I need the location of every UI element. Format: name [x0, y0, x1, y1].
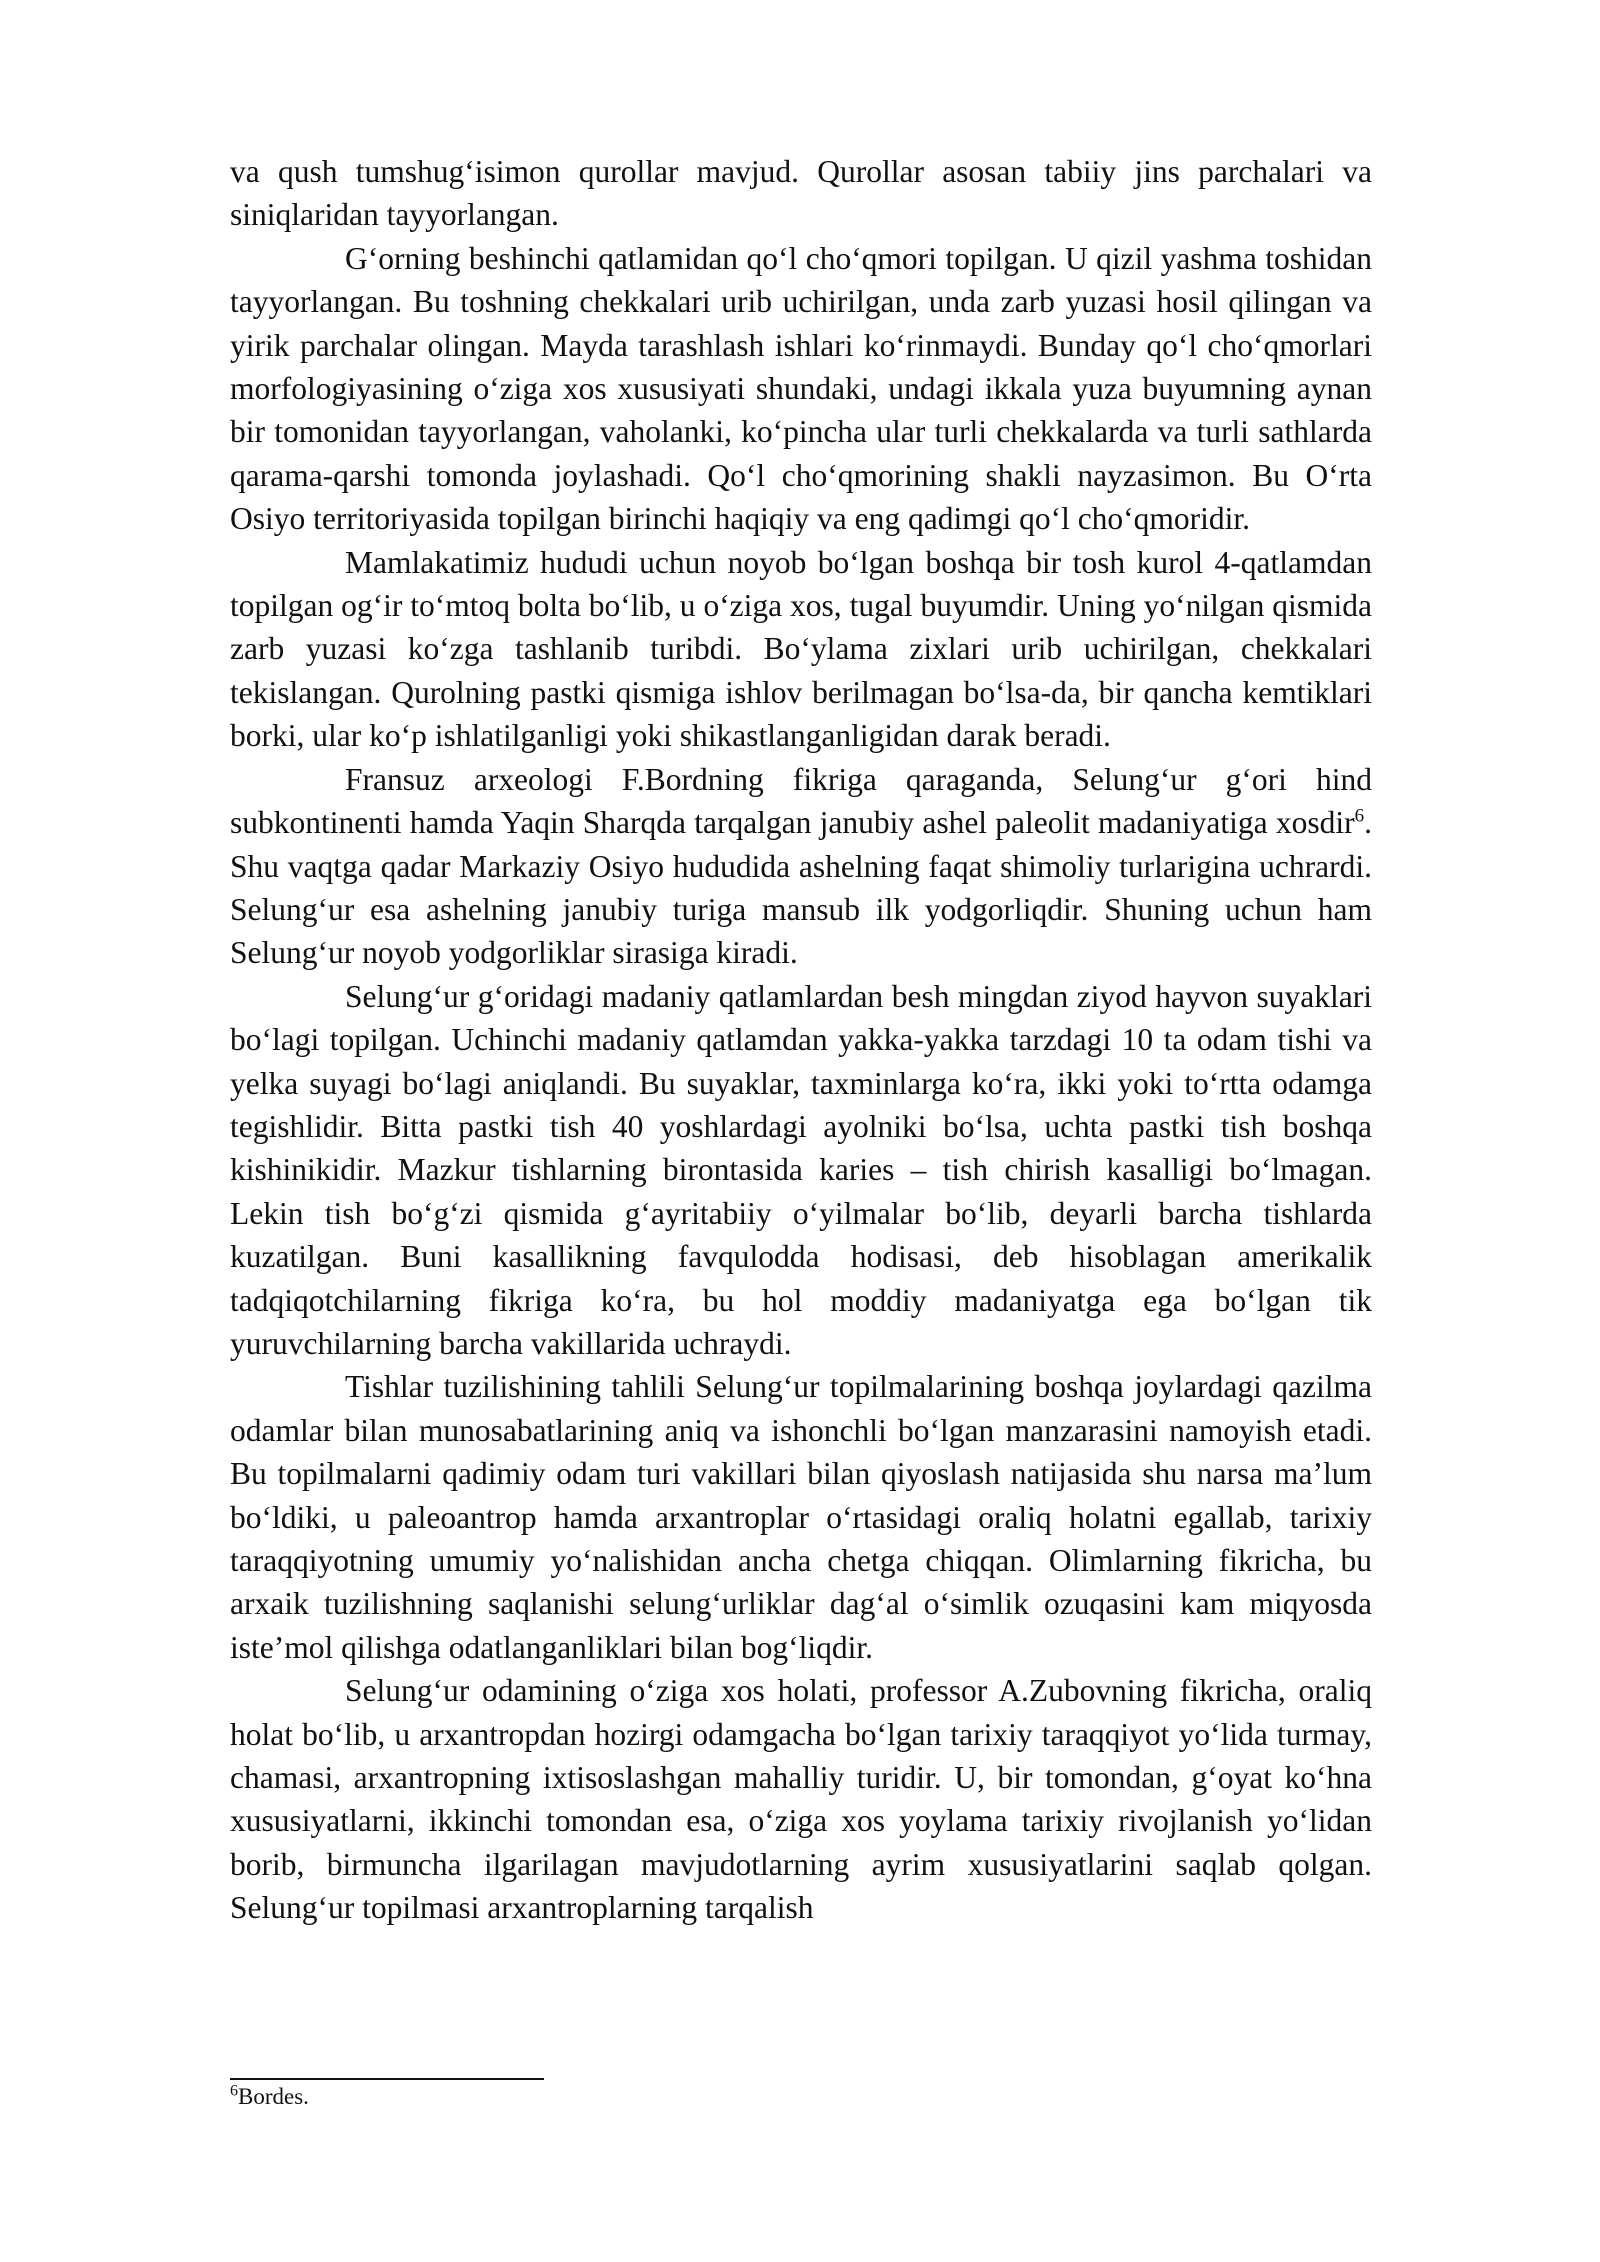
- footnote-text: Bordes.: [238, 2084, 309, 2109]
- paragraph-4-text-before: Fransuz arxeologi F.Bordning fikriga qaraganda, Selung‘ur g‘ori hind subkontinenti hamda Yaqin Sharqda tarqalgan janubiy ashel paleolit madaniyatiga xosdir: [230, 761, 1372, 841]
- paragraph-4: [230, 758, 1372, 975]
- paragraph-3: Mamlakatimiz hududi uchun noyob bo‘lgan boshqa bir tosh kurol 4-qatlamdan topilgan og‘ir to‘mtoq bolta bo‘lib, u o‘ziga xos, tugal buyumdir. Uning yo‘nilgan qismida zarb yuzasi ko‘zga tashlanib turibdi. Bo‘ylama zixlari urib uchirilgan, chekkalari tekislangan. Qurolning pastki qismiga ishlov berilmagan bo‘lsa-da, bir qancha kemtiklari borki, ular ko‘p ishlatilganligi yoki shikastlanganligidan darak beradi.: [230, 544, 1372, 754]
- paragraph-1: va qush tumshug‘isimon qurollar mavjud. Qurollar asosan tabiiy jins parchalari va siniqlaridan tayyorlangan.: [230, 154, 1372, 233]
- footnote-reference: 6: [1354, 805, 1365, 827]
- paragraph-5: Selung‘ur g‘oridagi madaniy qatlamlardan besh mingdan ziyod hayvon suyaklari bo‘lagi topilgan. Uchinchi madaniy qatlamdan yakka-yakka tarzdagi 10 ta odam tishi va yelka suyagi bo‘lagi aniqlandi. Bu suyaklar, taxminlarga ko‘ra, ikki yoki to‘rtta odamga tegishlidir. Bitta pastki tish 40 yoshlardagi ayolniki bo‘lsa, uchta pastki tish boshqa kishinikidir. Mazkur tishlarning birontasida karies – tish chirish kasalligi bo‘lmagan. Lekin tish bo‘g‘zi qismida g‘ayritabiiy o‘yilmalar bo‘lib, deyarli barcha tishlarda kuzatilgan. Buni kasallikning favqulodda hodisasi, deb hisoblagan amerikalik tadqiqotchilarning fikriga ko‘ra, bu hol moddiy madaniyatga ega bo‘lgan tik yuruvchilarning barcha vakillarida uchraydi.: [230, 978, 1372, 1361]
- footnote-number: 6: [230, 2082, 238, 2100]
- page-body: [230, 150, 1372, 1930]
- paragraph-7: Selung‘ur odamining o‘ziga xos holati, professor A.Zubovning fikricha, oraliq holat bo‘lib, u arxantropdan hozirgi odamgacha bo‘lgan tarixiy taraqqiyot yo‘lida turmay, chamasi, arxantropning ixtisoslashgan mahalliy turidir. U, bir tomondan, g‘oyat ko‘hna xususiyatlarni, ikkinchi tomondan esa, o‘ziga xos yoylama tarixiy rivojlanish yo‘lidan borib, birmuncha ilgarilagan mavjudotlarning ayrim xususiyatlarini saqlab qolgan. Selung‘ur topilmasi arxantroplarning tarqalish: [230, 1673, 1372, 1926]
- paragraph-6: Tishlar tuzilishining tahlili Selung‘ur topilmalarining boshqa joylardagi qazilma odamlar bilan munosabatlarining aniq va ishonchli bo‘lgan manzarasini namoyish etadi. Bu topilmalarni qadimiy odam turi vakillari bilan qiyoslash natijasida shu narsa ma’lum bo‘ldiki, u paleoantrop hamda arxantroplar o‘rtasidagi oraliq holatni egallab, tarixiy taraqqiyotning umumiy yo‘nalishidan ancha chetga chiqqan. Olimlarning fikricha, bu arxaik tuzilishning saqlanishi selung‘urliklar dag‘al o‘simlik ozuqasini kam miqyosda iste’mol qilishga odatlanganliklari bilan bog‘liqdir.: [230, 1369, 1372, 1665]
- paragraph-2: G‘orning beshinchi qatlamidan qo‘l cho‘qmori topilgan. U qizil yashma toshidan tayyorlangan. Bu toshning chekkalari urib uchirilgan, unda zarb yuzasi hosil qilingan va yirik parchalar olingan. Mayda tarashlash ishlari ko‘rinmaydi. Bunday qo‘l cho‘qmorlari morfologiyasining o‘ziga xos xususiyati shundaki, undagi ikkala yuza buyumning aynan bir tomonidan tayyorlangan, vaholanki, ko‘pincha ular turli chekkalarda va turli sathlarda qarama-qarshi tomonda joylashadi. Qo‘l cho‘qmorining shakli nayzasimon. Bu O‘rta Osiyo territoriyasida topilgan birinchi haqiqiy va eng qadimgi qo‘l cho‘qmoridir.: [230, 240, 1372, 537]
- paragraph-4-text-after: . Shu vaqtga qadar Markaziy Osiyo hududida ashelning faqat shimoliy turlarigina uchrardi. Selung‘ur esa ashelning janubiy turiga mansub ilk yodgorliqdir. Shuning uchun ham Selung‘ur noyob yodgorliklar sirasiga kiradi.: [230, 805, 1372, 971]
- footnote: [230, 2082, 309, 2112]
- footnote-divider: [230, 2078, 544, 2080]
